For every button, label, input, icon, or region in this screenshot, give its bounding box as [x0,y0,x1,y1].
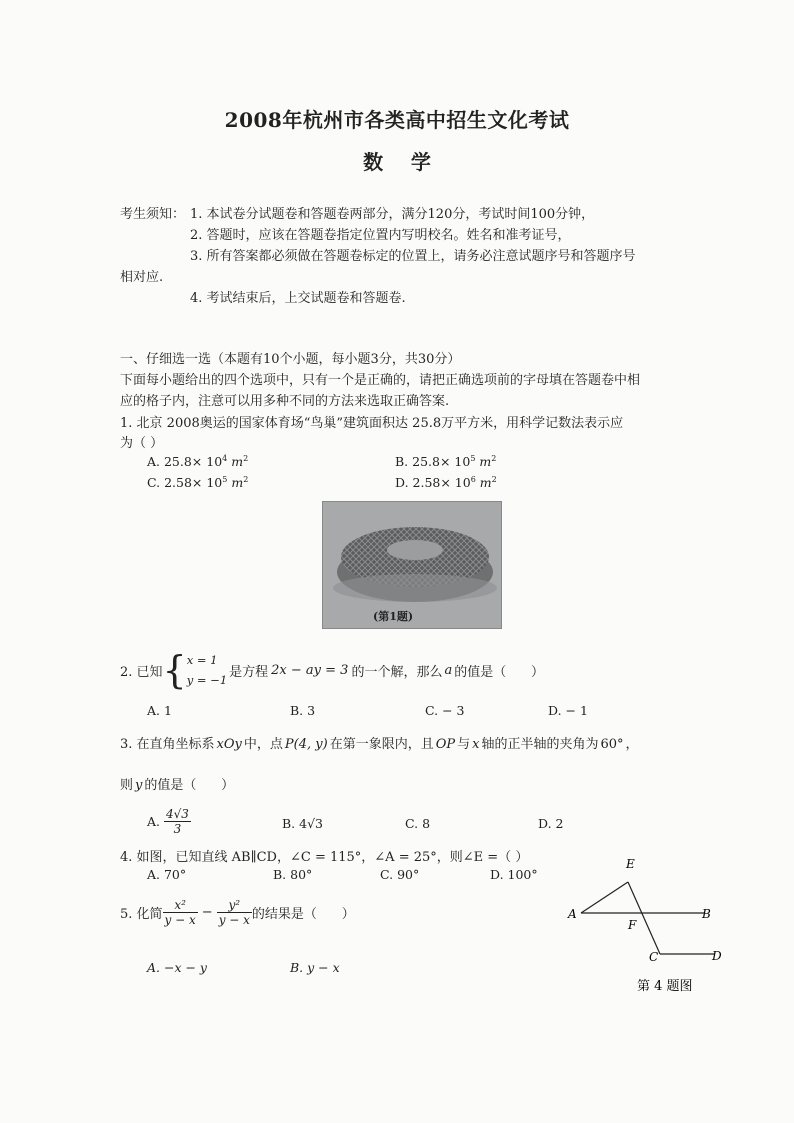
section-heading: 一、仔细选一选（本题有10个小题，每小题3分，共30分） [120,352,461,367]
q2-option-c: C. − 3 [425,703,465,718]
q5-fraction-2: $\frac{\text{y²}}{y - x}$ [218,898,250,927]
q1-option-a: A. $25.8\times 10^4$ $m^2$ [147,454,249,470]
q3-option-b: B. 4√3 [282,816,324,831]
q4-option-a: A. 70° [147,867,187,882]
q4-stem: 4. 如图，已知直线 AB∥CD，∠C = 115°，∠A = 25°，则∠E =（ ） [120,850,529,865]
notice-item-1: 1. 本试卷分试题卷和答题卷两部分，满分120分，考试时间100分钟， [190,207,595,222]
subject-title: 数 学 [363,150,431,174]
section-instruction-2: 应的格子内，注意可以用多种不同的方法来选取正确答案. [120,394,450,409]
q1-stem-line2: 为（ ） [120,436,164,451]
notice-item-4: 4. 考试结束后，上交试题卷和答题卷. [190,291,406,306]
q2-option-d: D. − 1 [548,703,588,718]
system-brace: { [162,648,187,692]
q5-option-b: B. y − x [290,960,340,975]
notice-item-2: 2. 答题时，应该在答题卷指定位置内写明校名。姓名和准考证号， [190,228,571,243]
q3-option-a: A. $\frac{4√3}{3}$ [147,807,189,836]
segment-ae [581,882,628,913]
q3-option-d: D. 2 [538,816,564,831]
label-f: F [628,918,637,932]
photo-caption: (第1题) [373,610,414,623]
q4-option-d: D. 100° [490,867,538,882]
label-e: E [626,857,635,871]
q1-option-c: C. $2.58\times 10^5$ $m^2$ [147,475,249,491]
q2-option-a: A. 1 [147,703,172,718]
q2-option-b: B. 3 [290,703,316,718]
label-b: B [702,907,711,921]
notice-item-3: 3. 所有答案都必须做在答题卷标定的位置上，请务必注意试题序号和答题序号 [190,249,636,264]
q3-stem-line1: 3. 在直角坐标系 xOy 中，点 P(4, y) 在第一象限内，且 OP 与 x 轴的正半轴的夹角为 60° ， [120,737,639,752]
figure-caption: 第 4 题图 [637,979,693,994]
q3-option-c: C. 8 [405,816,431,831]
q1-option-d: D. $2.58\times 10^6$ $m^2$ [395,475,497,491]
q5-fraction-1: $\frac{\text{x²}}{y - x}$ [164,898,196,927]
q2-prefix: 2. 已知 [120,664,163,680]
label-a: A [568,907,577,921]
label-d: D [712,949,722,963]
q4-geometry-figure [565,850,735,1000]
q5-option-a: A. −x − y [147,960,207,975]
q1-option-b: B. $25.8\times 10^5$ $m^2$ [395,454,497,470]
q2-stem: 2. 已知 { x = 1 y = −1 是方程 2x − ay = 3 的一个解，那么 a 的值是（ ） [120,648,545,692]
section-instruction-1: 下面每小题给出的四个选项中，只有一个是正确的，请把正确选项前的字母填在答题卷中相 [120,373,641,388]
q5-stem: 5. 化简 $\frac{\text{x²}}{y - x}$ − $\frac{\text{y²}}{y - x}$ 的结果是（ ） [120,898,355,927]
q4-option-b: B. 80° [273,867,313,882]
q2-eq1: x = 1 [186,653,218,667]
q2-equation: 2x − ay = 3 [271,662,349,678]
notice-item-3-cont: 相对应. [120,270,164,285]
notice-label: 考生须知： [120,207,186,222]
q1-stem-line1: 1. 北京 2008奥运的国家体育场“鸟巢”建筑面积达 25.8万平方米，用科学记数法表示应 [120,416,624,431]
q2-eq2: y = −1 [186,673,228,687]
q4-option-c: C. 90° [380,867,420,882]
exam-title: 2008年杭州市各类高中招生文化考试 [224,108,570,132]
bird-nest-stadium-photo [322,501,502,629]
q3-stem-line2: 则 y 的值是（ ） [120,778,235,793]
label-c: C [649,950,659,964]
